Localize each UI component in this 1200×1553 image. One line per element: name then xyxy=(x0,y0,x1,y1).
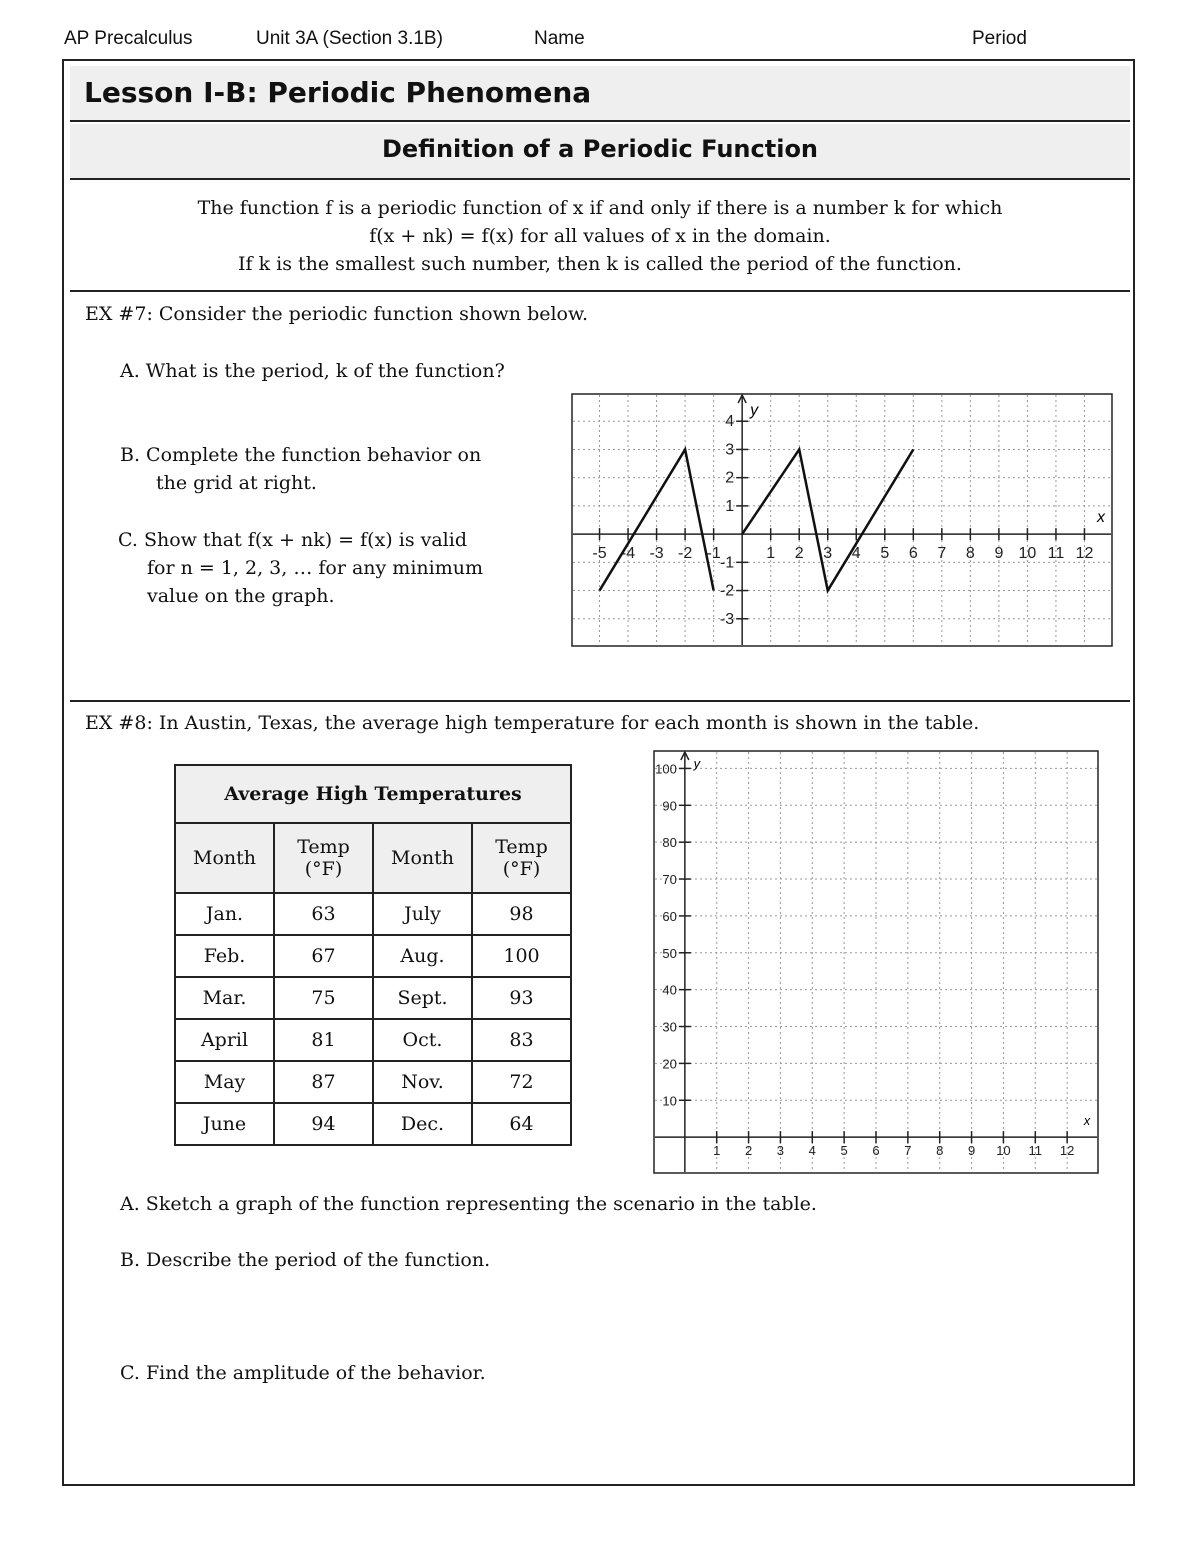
ex8-question-c: C. Find the amplitude of the behavior. xyxy=(120,1362,486,1384)
y-axis-label: y xyxy=(750,402,759,419)
table-row: Feb. 67 Aug. 100 xyxy=(175,935,571,977)
periodic-function-graph xyxy=(571,393,1113,647)
name-label: Name xyxy=(534,28,585,49)
y-tick-label: -3 xyxy=(719,610,735,628)
table-header-temp: Temp (°F) xyxy=(472,823,571,893)
divider xyxy=(70,178,1130,180)
ex7-prompt: EX #7: Consider the periodic function shown below. xyxy=(85,303,589,325)
x-tick-label: 1 xyxy=(766,545,776,563)
x-tick-label: 9 xyxy=(994,545,1004,563)
x-tick-label: 3 xyxy=(776,1143,785,1159)
x-tick-label: -2 xyxy=(677,545,693,563)
y-tick-label: 90 xyxy=(662,798,677,814)
ex7-question-b-2: the grid at right. xyxy=(156,472,317,494)
ex8-question-a: A. Sketch a graph of the function representing the scenario in the table. xyxy=(120,1193,817,1215)
y-tick-label: 80 xyxy=(662,835,677,851)
y-tick-label: 10 xyxy=(662,1093,677,1109)
table-row: June 94 Dec. 64 xyxy=(175,1103,571,1145)
x-tick-label: 5 xyxy=(840,1143,848,1159)
x-tick-label: 2 xyxy=(744,1143,753,1159)
ex7-question-c-3: value on the graph. xyxy=(147,585,335,607)
period-label: Period xyxy=(972,28,1027,49)
course-label: AP Precalculus xyxy=(64,28,193,49)
x-tick-label: -3 xyxy=(649,545,664,563)
x-tick-label: 12 xyxy=(1059,1143,1075,1159)
ex8-question-b: B. Describe the period of the function. xyxy=(120,1249,491,1271)
x-axis-label: x xyxy=(1083,1113,1091,1129)
y-tick-label: 30 xyxy=(662,1019,677,1035)
y-tick-label: 3 xyxy=(725,441,735,459)
divider xyxy=(70,120,1130,122)
y-axis-label: y xyxy=(693,756,701,771)
x-tick-label: 11 xyxy=(1028,1143,1043,1159)
x-tick-label: 8 xyxy=(936,1143,944,1159)
x-tick-label: 6 xyxy=(908,545,918,563)
x-tick-label: 12 xyxy=(1075,545,1094,563)
table-row: April 81 Oct. 83 xyxy=(175,1019,571,1061)
graph-border xyxy=(572,394,1112,646)
table-header-month: Month xyxy=(373,823,472,893)
y-tick-label: 20 xyxy=(662,1056,677,1072)
table-header-temp: Temp (°F) xyxy=(274,823,373,893)
x-tick-label: 10 xyxy=(996,1143,1011,1159)
x-tick-label: 6 xyxy=(872,1143,880,1159)
table-row: Jan. 63 July 98 xyxy=(175,893,571,935)
y-tick-label: 1 xyxy=(725,497,735,515)
ex7-question-c-2: for n = 1, 2, 3, … for any minimum xyxy=(147,557,483,579)
x-tick-label: 7 xyxy=(937,545,947,563)
y-tick-label: 70 xyxy=(662,872,677,888)
section-subtitle: Definition of a Periodic Function xyxy=(381,135,819,163)
y-tick-label: -1 xyxy=(719,554,735,572)
y-tick-label: 100 xyxy=(655,761,677,777)
x-tick-label: 2 xyxy=(794,545,804,563)
table-row: May 87 Nov. 72 xyxy=(175,1061,571,1103)
x-tick-label: 4 xyxy=(851,545,861,563)
lesson-title: Lesson I-B: Periodic Phenomena xyxy=(84,76,592,109)
x-tick-label: 10 xyxy=(1018,545,1037,563)
x-tick-label: 9 xyxy=(967,1143,976,1159)
divider xyxy=(70,290,1130,292)
table-row: Mar. 75 Sept. 93 xyxy=(175,977,571,1019)
ex8-prompt: EX #8: In Austin, Texas, the average high temperature for each month is shown in the table. xyxy=(85,712,980,734)
y-tick-label: 2 xyxy=(725,469,735,487)
x-tick-label: 3 xyxy=(823,545,833,563)
definition-line-3: If k is the smallest such number, then k is called the period of the function. xyxy=(238,253,962,275)
y-tick-label: -2 xyxy=(719,582,735,600)
divider xyxy=(70,700,1130,702)
table-header-month: Month xyxy=(175,823,274,893)
table-title: Average High Temperatures xyxy=(175,765,571,823)
x-tick-label: 4 xyxy=(808,1143,816,1159)
ex7-question-a: A. What is the period, k of the function? xyxy=(120,360,505,382)
x-tick-label: 8 xyxy=(965,545,975,563)
ex7-question-c-1: C. Show that f(x + nk) = f(x) is valid xyxy=(118,529,467,551)
x-tick-label: 5 xyxy=(880,545,890,563)
x-tick-label: 7 xyxy=(904,1143,912,1159)
y-tick-label: 60 xyxy=(662,908,677,924)
x-tick-label: -5 xyxy=(592,545,607,563)
x-tick-label: 11 xyxy=(1047,545,1065,563)
x-tick-label: -1 xyxy=(706,545,721,563)
definition-line-2: f(x + nk) = f(x) for all values of x in the domain. xyxy=(369,225,831,247)
y-tick-label: 40 xyxy=(662,982,677,998)
x-tick-label: 1 xyxy=(713,1143,721,1159)
temperature-graph xyxy=(653,750,1099,1174)
x-tick-label: -4 xyxy=(620,545,636,563)
y-tick-label: 50 xyxy=(662,945,677,961)
y-tick-label: 4 xyxy=(725,413,735,431)
definition-line-1: The function f is a periodic function of x if and only if there is a number k for which xyxy=(197,197,1003,219)
ex7-question-b-1: B. Complete the function behavior on xyxy=(120,444,482,466)
x-axis-label: x xyxy=(1097,509,1105,527)
unit-label: Unit 3A (Section 3.1B) xyxy=(256,28,443,49)
temperature-table xyxy=(174,764,572,1146)
